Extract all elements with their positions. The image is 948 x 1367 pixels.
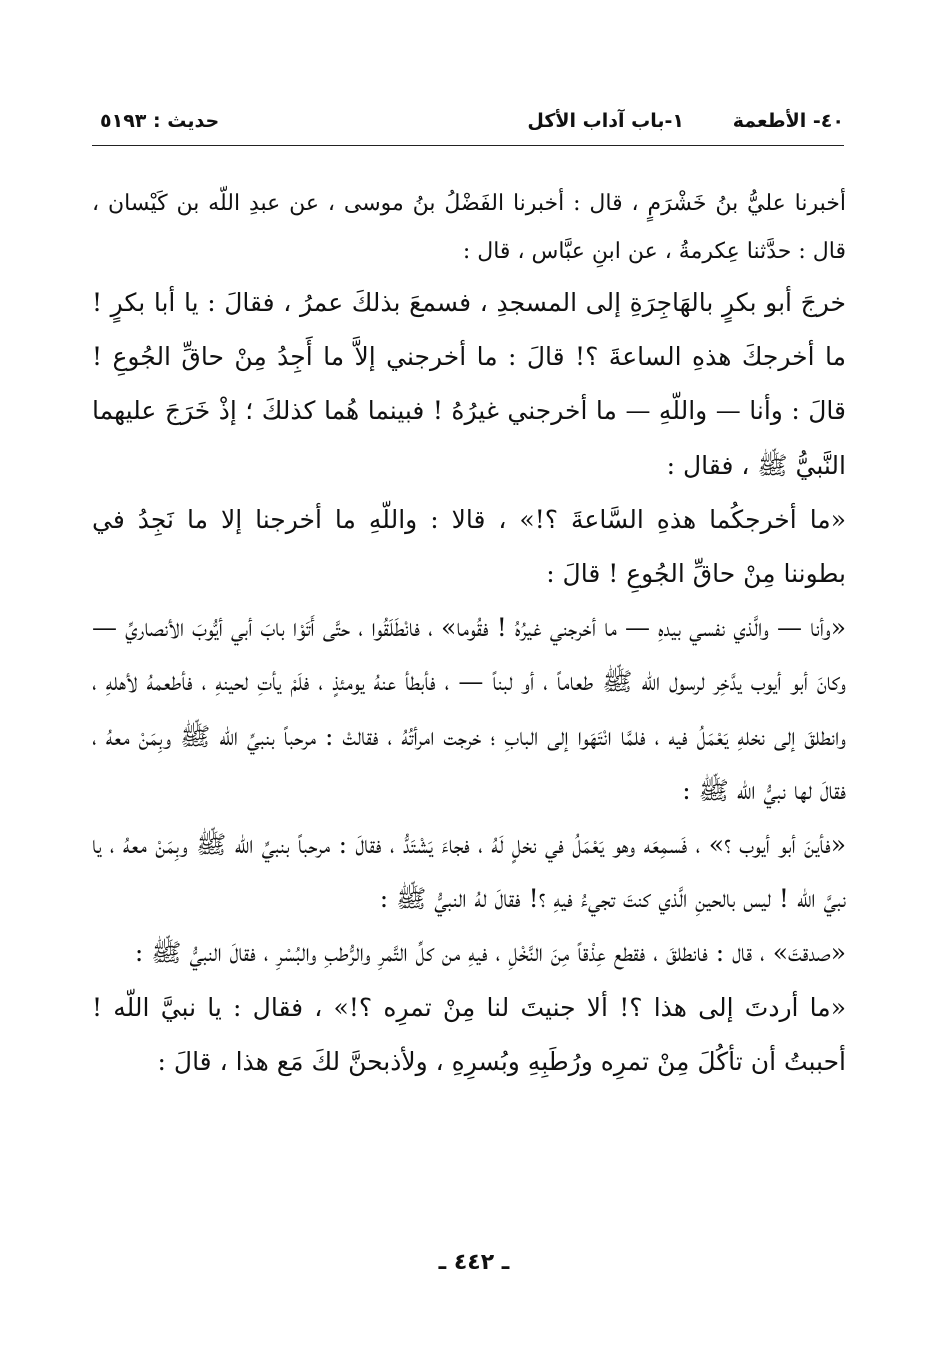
text-paragraph: «صدقتَ» ، قال : فانطلقَ ، فقطع عِذْقاً مِنَ النَّخْلِ ، فيهِ من كلِّ التَّمرِ والرُّطبِ والبُسْرِ ، فقالَ النبيُّ ﷺ : <box>134 938 846 968</box>
hadith-number: حديث : ٥١٩٣ <box>100 110 220 132</box>
text-paragraph: «وأنا — والَّذي نفسي بيدهِ — ما أخرجني غيرُهُ ! فقُوما» ، فانْطَلَقُوا ، حتَّى أَتَوْا بابَ أبي أيُّوبَ الأنصاريِّ — وكانَ أبو أيوب يدَّخِر لرسول اللّه ﷺ طعاماً ، أو لبناً — ، فأبطأ عنهُ يومئذٍ ، فلَمْ يأتِ لحينهِ ، فأطعمهُ لأهلهِ ، وانطلقَ إلى نخلهِ يَعْمَلُ فيه ، فلمَّا انْتَهَوا إلى البابِ ؛ خرجت امرأتُهُ ، فقالتْ : مرحباً بنبيِّ اللّه ﷺ وبِمَنْ معهُ ، فقالَ لها نبيُّ اللّه ﷺ : <box>92 613 846 805</box>
isnad-paragraph: أخبرنا عليُّ بنُ خَشْرَمٍ ، قال : أخبرنا الفَضْلُ بنُ موسى ، عن عبدِ اللّه بن كَيْسان ، قال : حدَّثنا عِكرمةُ ، عن ابنِ عبَّاس ، قال : <box>92 191 846 264</box>
running-header <box>92 106 844 140</box>
text-paragraph: «ما أخرجكُما هذهِ السَّاعةَ ؟!» ، قالا : واللّهِ ما أخرجنا إلا ما نَجِدُ في بطوننا مِنْ حاقِّ الجُوعِ ! قالَ : <box>92 504 846 589</box>
text-paragraph: خرجَ أبو بكرٍ بالهَاجِرَةِ إلى المسجدِ ، فسمعَ بذلكَ عمرُ ، فقالَ : يا أبا بكرٍ ! ما أخرجكَ هذهِ الساعةَ ؟! قالَ : ما أخرجني إلاَّ ما أَجِدُ مِنْ حاقِّ الجُوعِ ! قالَ : وأنا — واللّهِ — ما أخرجني غيرُهُ ! فبينما هُما كذلكَ ؛ إذْ خَرَجَ عليهما النَّبيُّ ﷺ ، فقال : <box>92 288 846 480</box>
text-paragraph: «ما أردتَ إلى هذا ؟! ألا جنيتَ لنا مِنْ تمرِه ؟!» ، فقال : يا نبيَّ اللّه ! أحببتُ أن تأكُلَ مِنْ تمرِه ورُطَبِهِ وبُسرِهِ ، ولأذبحنَّ لكَ مَع هذا ، قالَ : <box>92 992 846 1076</box>
page-number: ـ ٤٤٢ ـ <box>438 1250 510 1275</box>
section-title: ١-باب آداب الأكل <box>527 110 684 132</box>
main-text <box>92 180 846 1089</box>
chapter-title: ٤٠- الأطعمة <box>732 110 844 132</box>
header-rule <box>92 145 844 146</box>
text-paragraph: «فأينَ أبو أيوب ؟» ، فَسمِعَه وهو يَعْمَلُ في نخلٍ لَهُ ، فجاءَ يَشْتَدُّ ، فقالَ : مرحباً بنبيِّ اللّه ﷺ وبِمَنْ معهُ ، يا نبيَّ اللّه ! ليس بالحينِ الَّذي كنتَ تجيءُ فيهِ ؟! فقالَ لهُ النبيُّ ﷺ : <box>92 830 846 914</box>
